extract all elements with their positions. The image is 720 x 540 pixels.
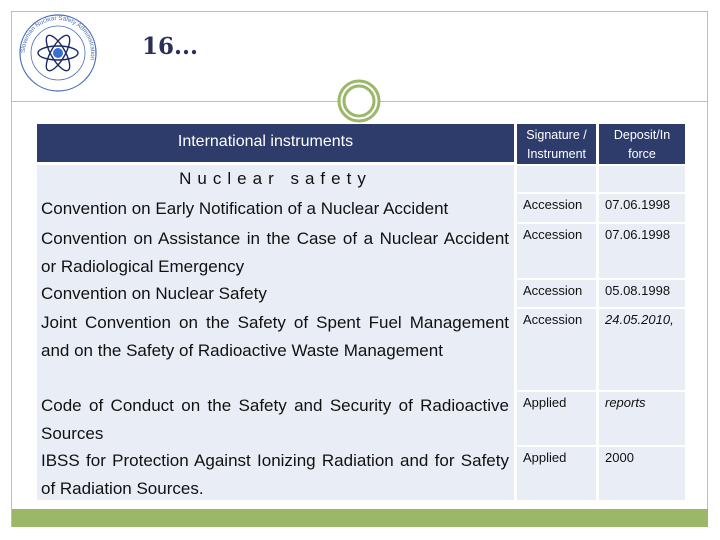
footer-accent-bar [12,509,708,527]
deposit-cell-empty [599,166,685,192]
slide-title: 16... [142,33,199,60]
deposit-cell: 07.06.1998 [599,224,685,278]
agency-logo [12,13,104,93]
signature-cell: Accession [517,194,596,222]
signature-column-header: Signature / Instrument [517,124,596,164]
signature-cell-empty [517,166,596,192]
instrument-row: Convention on Assistance in the Case of a Nuclear Accident or Radiological Emergency [41,229,509,276]
signature-cell: Accession [517,309,596,390]
signature-cell: Accession [517,280,596,307]
deposit-cell: 07.06.1998 [599,194,685,222]
signature-cell: Applied [517,392,596,445]
signature-cell: Accession [517,224,596,278]
deposit-cell: 05.08.1998 [599,280,685,307]
instruments-table-body [37,165,514,500]
instrument-row: Code of Conduct on the Safety and Security of Radioactive Sources [41,396,509,443]
section-label: Nuclear safety [179,169,372,188]
instruments-table-header: International instruments [37,124,514,162]
decorative-ring [337,79,381,123]
deposit-cell: 2000 [599,447,685,500]
deposit-cell: reports [599,392,685,445]
deposit-cell: 24.05.2010, [599,309,685,390]
instrument-row: IBSS for Protection Against Ionizing Radiation and for Safety of Radiation Sources. [41,451,509,498]
instrument-row: Joint Convention on the Safety of Spent Fuel Management and on the Safety of Radioactive Waste Management [41,313,509,360]
deposit-column-header: Deposit/In force [599,124,685,164]
svg-text:Slovenian Nuclear Safety Admin: Slovenian Nuclear Safety Administration [19,14,97,61]
instrument-row: Convention on Nuclear Safety [41,284,267,303]
instrument-row: Convention on Early Notification of a Nuclear Accident [41,199,449,218]
signature-cell: Applied [517,447,596,500]
